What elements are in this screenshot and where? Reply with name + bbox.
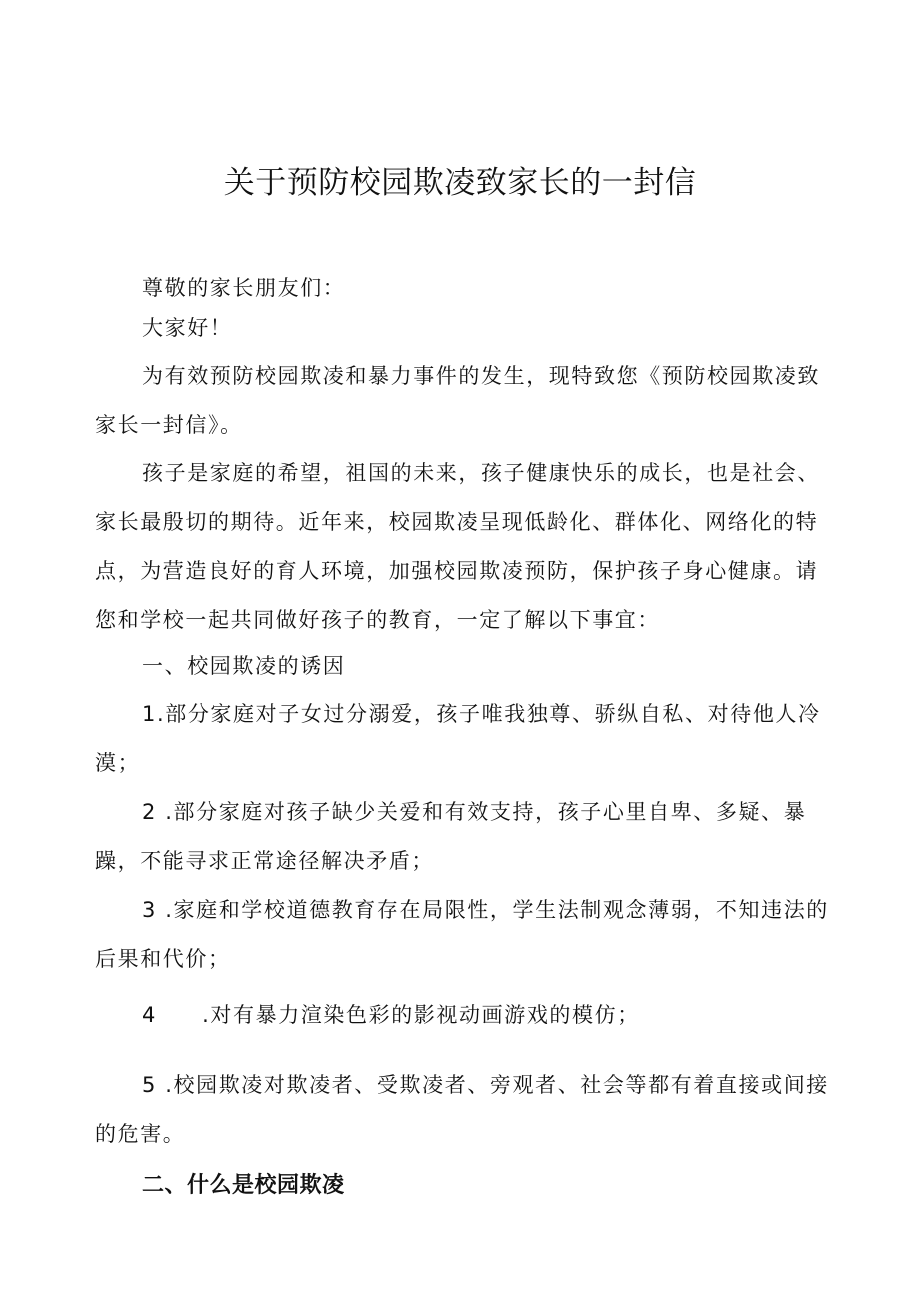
list-item-5 <box>95 1061 843 1159</box>
document-title: 关于预防校园欺凌致家长的一封信 <box>223 165 697 201</box>
list-item-line: 漠； <box>95 751 141 775</box>
section-heading-causes <box>95 642 843 691</box>
context-paragraph <box>95 449 843 645</box>
list-item-4 <box>95 991 843 1040</box>
salutation-text: 尊敬的家长朋友们： <box>142 276 346 300</box>
intro-paragraph <box>95 352 843 450</box>
list-item-line: 3 .家庭和学校道德教育存在局限性，学生法制观念薄弱，不知违法的 <box>142 898 829 922</box>
list-item-line: 的危害。 <box>95 1122 186 1146</box>
paragraph-line: 为有效预防校园欺凌和暴力事件的发生，现特致您《预防校园欺凌致 <box>142 364 820 388</box>
greeting-text: 大家好！ <box>142 316 233 340</box>
list-item-2 <box>95 788 843 886</box>
list-item-3 <box>95 886 843 984</box>
paragraph-line: 家长最殷切的期待。近年来，校园欺凌呈现低龄化、群体化、网络化的特 <box>95 510 819 534</box>
section-heading-text: 一、校园欺凌的诱因 <box>142 654 346 678</box>
list-item-line: 4 .对有暴力渲染色彩的影视动画游戏的模仿； <box>142 1003 640 1027</box>
list-item-line: 1.部分家庭对子女过分溺爱，孩子唯我独尊、骄纵自私、对待他人冷 <box>142 702 821 726</box>
list-item-line: 后果和代价； <box>95 947 231 971</box>
paragraph-line: 家长一封信》。 <box>95 413 243 437</box>
section-heading-definition: 二、什么是校园欺凌 <box>142 1173 345 1198</box>
paragraph-line: 点，为营造良好的育人环境，加强校园欺凌预防，保护孩子身心健康。请 <box>95 559 819 583</box>
greeting <box>95 304 843 353</box>
list-item-line: 5 .校园欺凌对欺凌者、受欺凌者、旁观者、社会等都有着直接或间接 <box>142 1073 829 1097</box>
paragraph-line: 您和学校一起共同做好孩子的教育，一定了解以下事宜： <box>95 608 660 632</box>
list-item-1 <box>95 690 843 788</box>
list-item-line: 躁，不能寻求正常途径解决矛盾； <box>95 849 434 873</box>
list-item-line: 2 .部分家庭对孩子缺少关爱和有效支持，孩子心里自卑、多疑、暴 <box>142 800 807 824</box>
paragraph-line: 孩子是家庭的希望，祖国的未来，孩子健康快乐的成长，也是社会、 <box>142 461 820 485</box>
